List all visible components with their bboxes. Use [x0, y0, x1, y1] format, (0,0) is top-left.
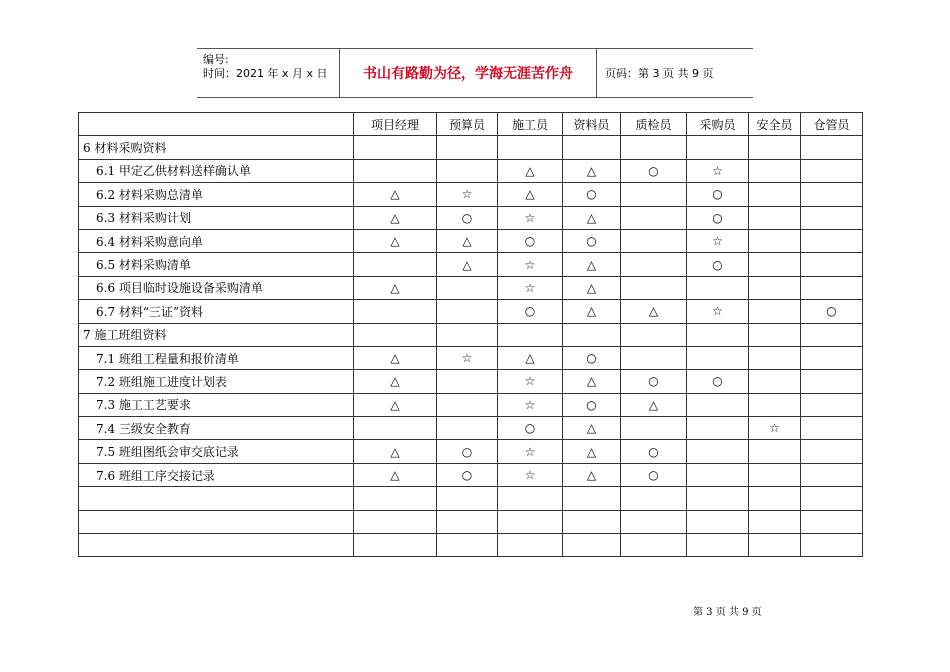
role-mark-cell: △ — [437, 253, 498, 276]
role-mark-cell — [621, 510, 687, 533]
role-mark-cell — [687, 510, 749, 533]
role-mark-cell: ○ — [621, 159, 687, 182]
row-label: 6.1 甲定乙供材料送样确认单 — [79, 159, 354, 182]
role-mark-cell: △ — [563, 206, 621, 229]
role-mark-cell: ○ — [437, 440, 498, 463]
column-header-role: 采购员 — [687, 113, 749, 136]
role-mark-cell — [687, 463, 749, 486]
role-mark-cell: ○ — [621, 370, 687, 393]
table-row — [79, 346, 863, 369]
table-row — [79, 276, 863, 299]
role-mark-cell — [563, 534, 621, 557]
role-mark-cell: △ — [498, 346, 563, 369]
row-label: 6.4 材料采购意向单 — [79, 229, 354, 252]
row-label: 6.2 材料采购总清单 — [79, 183, 354, 206]
role-mark-cell — [621, 206, 687, 229]
role-mark-cell: ○ — [621, 463, 687, 486]
role-mark-cell — [687, 487, 749, 510]
role-mark-cell — [801, 253, 863, 276]
role-mark-cell — [749, 159, 801, 182]
row-label — [79, 487, 354, 510]
role-mark-cell — [687, 136, 749, 159]
role-mark-cell — [749, 183, 801, 206]
table-row — [79, 323, 863, 346]
role-mark-cell: △ — [563, 417, 621, 440]
role-mark-cell: ○ — [563, 183, 621, 206]
header-page-label: 页码：第 3 页 共 9 页 — [605, 67, 714, 80]
row-label — [79, 510, 354, 533]
role-mark-cell — [801, 440, 863, 463]
row-label: 6.3 材料采购计划 — [79, 206, 354, 229]
role-mark-cell — [749, 300, 801, 323]
role-mark-cell: △ — [621, 300, 687, 323]
row-label: 6.6 项目临时设施设备采购清单 — [79, 276, 354, 299]
role-mark-cell — [687, 440, 749, 463]
role-mark-cell — [354, 323, 437, 346]
role-mark-cell — [801, 510, 863, 533]
role-mark-cell: △ — [354, 183, 437, 206]
role-mark-cell: ○ — [563, 393, 621, 416]
role-mark-cell — [687, 417, 749, 440]
role-mark-cell — [801, 206, 863, 229]
table-row — [79, 487, 863, 510]
role-mark-cell: ☆ — [498, 276, 563, 299]
header-motto-cell — [339, 49, 597, 97]
table-row — [79, 534, 863, 557]
role-mark-cell: ○ — [563, 346, 621, 369]
role-mark-cell: △ — [354, 276, 437, 299]
role-mark-cell — [687, 393, 749, 416]
role-mark-cell — [354, 300, 437, 323]
role-mark-cell — [437, 370, 498, 393]
role-mark-cell — [801, 159, 863, 182]
role-mark-cell — [354, 253, 437, 276]
role-mark-cell — [621, 534, 687, 557]
role-mark-cell: ○ — [498, 417, 563, 440]
role-mark-cell: △ — [354, 440, 437, 463]
row-label — [79, 534, 354, 557]
document-time-label: 时间：2021 年 x 月 x 日 — [203, 67, 328, 80]
column-header-role: 仓管员 — [801, 113, 863, 136]
role-mark-cell — [437, 487, 498, 510]
row-label: 7.4 三级安全教育 — [79, 417, 354, 440]
role-mark-cell: △ — [354, 463, 437, 486]
role-mark-cell — [749, 393, 801, 416]
role-mark-cell — [801, 487, 863, 510]
role-mark-cell — [801, 346, 863, 369]
role-mark-cell: △ — [354, 393, 437, 416]
role-mark-cell: △ — [563, 253, 621, 276]
role-mark-cell: △ — [563, 300, 621, 323]
role-mark-cell — [621, 487, 687, 510]
role-mark-cell: ○ — [437, 206, 498, 229]
role-mark-cell: ☆ — [498, 440, 563, 463]
role-mark-cell: △ — [498, 183, 563, 206]
role-mark-cell: ○ — [687, 253, 749, 276]
role-mark-cell — [437, 159, 498, 182]
role-mark-cell: ☆ — [498, 463, 563, 486]
role-mark-cell: △ — [354, 229, 437, 252]
role-mark-cell: ☆ — [498, 393, 563, 416]
role-mark-cell — [354, 534, 437, 557]
role-mark-cell: ☆ — [498, 206, 563, 229]
role-mark-cell — [563, 323, 621, 346]
table-row — [79, 463, 863, 486]
role-mark-cell — [749, 346, 801, 369]
role-mark-cell: △ — [563, 370, 621, 393]
role-mark-cell: ○ — [563, 229, 621, 252]
role-mark-cell: ○ — [687, 370, 749, 393]
role-mark-cell — [801, 534, 863, 557]
role-mark-cell — [801, 393, 863, 416]
role-mark-cell: ☆ — [687, 159, 749, 182]
role-mark-cell — [687, 346, 749, 369]
table-row — [79, 440, 863, 463]
page-footer: 第 3 页 共 9 页 — [693, 607, 762, 618]
row-label: 7 施工班组资料 — [79, 323, 354, 346]
role-mark-cell: ☆ — [749, 417, 801, 440]
role-mark-cell — [749, 136, 801, 159]
role-mark-cell — [749, 206, 801, 229]
role-mark-cell: ☆ — [498, 253, 563, 276]
role-mark-cell: ○ — [621, 440, 687, 463]
role-mark-cell — [437, 136, 498, 159]
role-mark-cell: △ — [563, 276, 621, 299]
role-mark-cell: ☆ — [687, 229, 749, 252]
role-mark-cell: △ — [354, 206, 437, 229]
column-header-role: 安全员 — [749, 113, 801, 136]
table-row — [79, 183, 863, 206]
role-mark-cell — [621, 346, 687, 369]
role-mark-cell — [354, 136, 437, 159]
role-mark-cell: ☆ — [437, 183, 498, 206]
role-mark-cell — [437, 417, 498, 440]
role-mark-cell — [354, 510, 437, 533]
role-mark-cell — [749, 370, 801, 393]
table-row — [79, 229, 863, 252]
header-motto: 书山有路勤为径，学海无涯苦作舟 — [363, 66, 573, 82]
row-label: 7.6 班组工序交接记录 — [79, 463, 354, 486]
table-row — [79, 253, 863, 276]
role-mark-cell — [437, 276, 498, 299]
role-mark-cell: △ — [563, 463, 621, 486]
role-mark-cell — [687, 276, 749, 299]
responsibility-table — [78, 112, 863, 557]
role-mark-cell — [621, 136, 687, 159]
row-label: 7.5 班组图纸会审交底记录 — [79, 440, 354, 463]
role-mark-cell — [437, 534, 498, 557]
role-mark-cell: ☆ — [437, 346, 498, 369]
role-mark-cell: △ — [563, 159, 621, 182]
role-mark-cell — [498, 510, 563, 533]
role-mark-cell — [749, 276, 801, 299]
role-mark-cell — [749, 510, 801, 533]
column-header-role: 质检员 — [621, 113, 687, 136]
role-mark-cell — [621, 253, 687, 276]
role-mark-cell: △ — [563, 440, 621, 463]
table-row — [79, 417, 863, 440]
column-header-role: 预算员 — [437, 113, 498, 136]
role-mark-cell — [498, 487, 563, 510]
role-mark-cell: ☆ — [498, 370, 563, 393]
role-mark-cell — [687, 534, 749, 557]
role-mark-cell — [801, 370, 863, 393]
role-mark-cell — [621, 183, 687, 206]
role-mark-cell: △ — [437, 229, 498, 252]
row-label: 7.2 班组施工进度计划表 — [79, 370, 354, 393]
table-row — [79, 393, 863, 416]
column-header-item — [79, 113, 354, 136]
role-mark-cell: △ — [621, 393, 687, 416]
role-mark-cell — [749, 253, 801, 276]
header-left-cell — [197, 49, 339, 97]
table-row — [79, 159, 863, 182]
column-header-role: 项目经理 — [354, 113, 437, 136]
table-row — [79, 370, 863, 393]
role-mark-cell — [498, 534, 563, 557]
document-header — [197, 48, 753, 98]
role-mark-cell: ○ — [437, 463, 498, 486]
column-header-role: 施工员 — [498, 113, 563, 136]
document-code-label: 编号: — [203, 53, 229, 66]
role-mark-cell — [563, 510, 621, 533]
role-mark-cell: ○ — [687, 206, 749, 229]
role-mark-cell — [801, 276, 863, 299]
role-mark-cell — [687, 323, 749, 346]
role-mark-cell — [749, 440, 801, 463]
role-mark-cell: ☆ — [687, 300, 749, 323]
role-mark-cell — [563, 487, 621, 510]
table-row — [79, 136, 863, 159]
role-mark-cell — [498, 136, 563, 159]
table-body — [79, 136, 863, 557]
table-row — [79, 206, 863, 229]
role-mark-cell: ○ — [687, 183, 749, 206]
role-mark-cell: △ — [498, 159, 563, 182]
table-header-row — [79, 113, 863, 136]
role-mark-cell — [801, 463, 863, 486]
role-mark-cell: △ — [354, 346, 437, 369]
role-mark-cell: ○ — [801, 300, 863, 323]
role-mark-cell — [621, 276, 687, 299]
role-mark-cell — [437, 323, 498, 346]
table-row — [79, 300, 863, 323]
role-mark-cell — [801, 183, 863, 206]
role-mark-cell — [563, 136, 621, 159]
role-mark-cell — [749, 487, 801, 510]
role-mark-cell — [749, 534, 801, 557]
row-label: 7.3 施工工艺要求 — [79, 393, 354, 416]
role-mark-cell — [801, 229, 863, 252]
role-mark-cell — [801, 417, 863, 440]
role-mark-cell — [801, 136, 863, 159]
role-mark-cell — [621, 229, 687, 252]
role-mark-cell: ○ — [498, 300, 563, 323]
role-mark-cell — [749, 463, 801, 486]
role-mark-cell: ○ — [498, 229, 563, 252]
role-mark-cell — [354, 487, 437, 510]
table-row — [79, 510, 863, 533]
role-mark-cell — [621, 323, 687, 346]
role-mark-cell — [437, 300, 498, 323]
role-mark-cell: △ — [354, 370, 437, 393]
column-header-role: 资料员 — [563, 113, 621, 136]
role-mark-cell — [621, 417, 687, 440]
header-right-cell — [597, 49, 753, 97]
role-mark-cell — [354, 417, 437, 440]
row-label: 7.1 班组工程量和报价清单 — [79, 346, 354, 369]
role-mark-cell — [498, 323, 563, 346]
role-mark-cell — [749, 229, 801, 252]
role-mark-cell — [437, 393, 498, 416]
row-label: 6.5 材料采购清单 — [79, 253, 354, 276]
role-mark-cell — [749, 323, 801, 346]
role-mark-cell — [801, 323, 863, 346]
role-mark-cell — [354, 159, 437, 182]
row-label: 6 材料采购资料 — [79, 136, 354, 159]
row-label: 6.7 材料“三证”资料 — [79, 300, 354, 323]
role-mark-cell — [437, 510, 498, 533]
